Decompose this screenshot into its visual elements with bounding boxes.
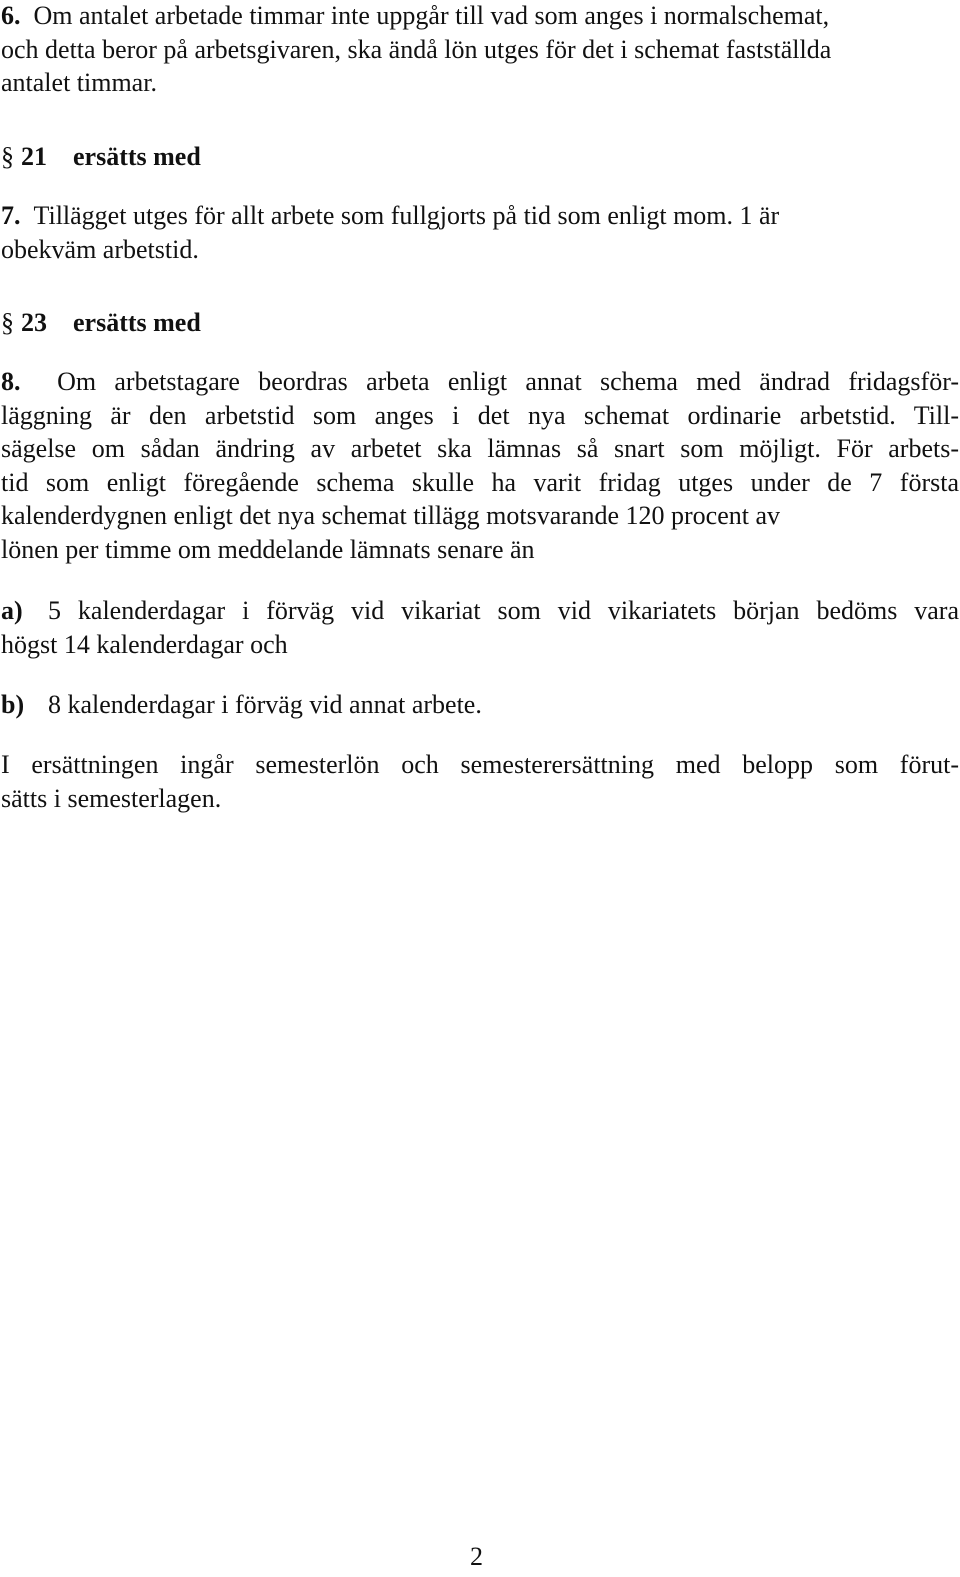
item-b — [1, 688, 959, 722]
item-6-line-3: antalet timmar. — [1, 68, 157, 97]
item-8-line-4: tid som enligt föregående schema skulle ha varit fridag utges under de 7 första — [1, 467, 959, 497]
closing-line-2: sätts i semesterlagen. — [1, 783, 222, 813]
section-number: 23 — [21, 308, 47, 337]
item-8-line-1: 8. Om arbetstagare beordras arbeta enligt annat schema med ändrad fridagsför- — [1, 367, 959, 396]
item-8-line-6: lönen per timme om meddelande lämnats senare än — [1, 534, 535, 564]
item-7-number: 7. — [1, 201, 21, 230]
section-sign-icon: § — [1, 142, 14, 171]
item-8-line-3: sägelse om sådan ändring av arbetet ska lämnas så snart som möjligt. För arbets- — [1, 434, 959, 463]
page-number: 2 — [470, 1542, 483, 1571]
section-heading-text: ersätts med — [73, 142, 201, 171]
section-heading-text: ersätts med — [73, 308, 201, 337]
section-23-heading — [1, 306, 201, 339]
item-7-line-1: 7. Tillägget utges för allt arbete som fullgjorts på tid som enligt mom. 1 är — [1, 201, 780, 230]
item-7-line-2: obekväm arbetstid. — [1, 234, 199, 264]
closing-line-1: I ersättningen ingår semesterlön och semesterersättning med belopp som förut- — [1, 750, 959, 779]
item-8-line-2: läggning är den arbetstid som anges i det nya schemat ordinarie arbetstid. Till- — [1, 400, 959, 430]
item-a-label: a) — [1, 596, 23, 625]
item-8 — [1, 365, 959, 566]
item-7 — [1, 199, 959, 266]
section-number: 21 — [21, 142, 47, 171]
item-6-line-2: och detta beror på arbetsgivaren, ska ändå lön utges för det i schemat fastställda — [1, 34, 832, 64]
item-6 — [1, 0, 959, 100]
item-b-line-1: b) 8 kalenderdagar i förväg vid annat arbete. — [1, 688, 959, 722]
item-6-line-1: 6. Om antalet arbetade timmar inte uppgår till vad som anges i normalschemat, — [1, 1, 830, 30]
section-sign-icon: § — [1, 308, 14, 337]
closing-paragraph — [1, 748, 959, 815]
item-8-line-5: kalenderdygnen enligt det nya schemat tillägg motsvarande 120 procent av — [1, 501, 781, 530]
section-21-heading — [1, 140, 201, 173]
item-8-number: 8. — [1, 367, 21, 396]
item-b-label: b) — [1, 690, 25, 719]
item-a-line-1: a) 5 kalenderdagar i förväg vid vikariat som vid vikariatets början bedöms vara — [1, 594, 959, 628]
item-a-line-2: högst 14 kalenderdagar och — [1, 629, 288, 659]
item-6-number: 6. — [1, 1, 21, 30]
item-a — [1, 594, 959, 661]
